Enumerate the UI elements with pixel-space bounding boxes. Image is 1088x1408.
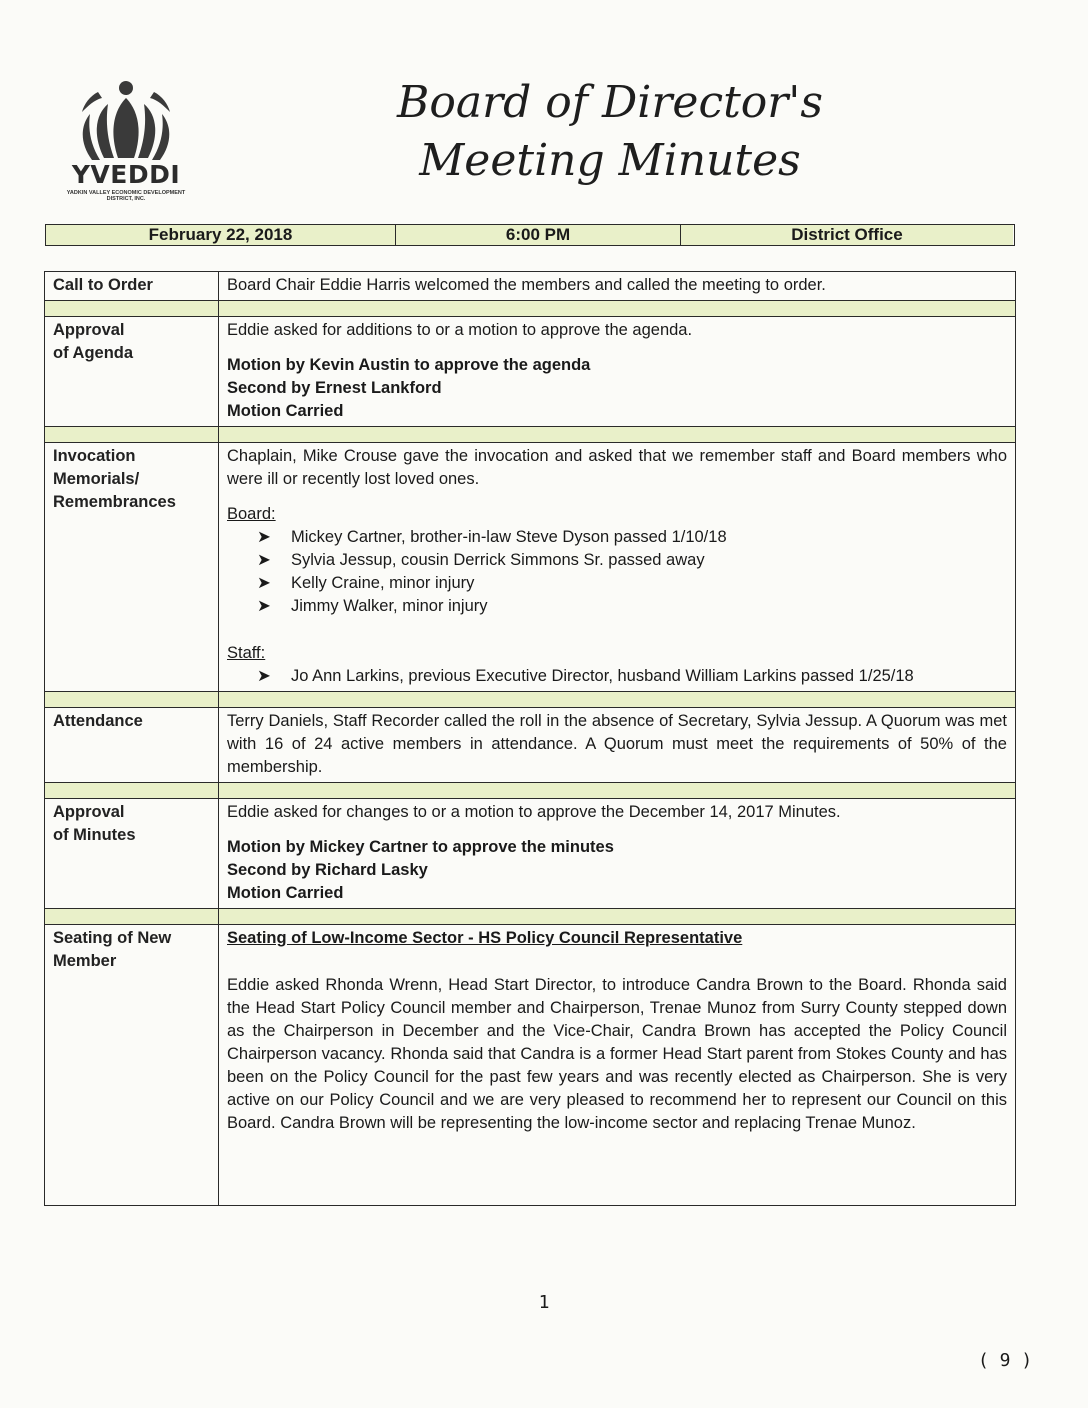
separator-row [45, 427, 1016, 443]
label-line: Remembrances [53, 493, 176, 511]
label-line: Member [53, 952, 117, 970]
seating-text: Eddie asked Rhonda Wrenn, Head Start Director, to introduce Candra Brown to the Board. Rhonda said the Head Start Policy Council member and Chairperson, Trenae Munoz from Surry County stepped down as the Chairperson in December and the Vice-Chair, Candra Brown has accepted the Policy Council Chairperson vacancy. Rhonda said that Candra is a former Head Start parent from Stokes County and has been on the Policy Council for the past few years and was recently elected as Chairperson. She is very active on our Policy Council and we are very pleased to recommend her to represent our Council on this Board. Candra Brown will be representing the low-income sector and replacing Trenae Munoz. [227, 976, 1007, 1132]
logo-wordmark: YVEDDI [71, 160, 181, 189]
invocation-text: Chaplain, Mike Crouse gave the invocation and asked that we remember staff and Board members who were ill or recently lost loved ones. [227, 447, 1007, 488]
separator-row [45, 301, 1016, 317]
minutes-motion: Motion by Mickey Cartner to approve the minutes [227, 838, 614, 856]
list-item: ➤ Kelly Craine, minor injury [257, 572, 1007, 595]
label-approval-agenda [45, 317, 219, 427]
label-line: of Agenda [53, 344, 134, 362]
document-title [330, 74, 890, 190]
org-logo [56, 78, 196, 208]
meeting-location: District Office [681, 225, 1013, 245]
page-number: 1 [538, 1292, 550, 1313]
meeting-info-bar [45, 224, 1015, 246]
body-seating [219, 925, 1016, 1206]
minutes-result: Motion Carried [227, 884, 344, 902]
page-reference: ( 9 ) [978, 1350, 1033, 1371]
arrow-bullet-icon: ➤ [257, 551, 271, 569]
agenda-text: Eddie asked for additions to or a motion to approve the agenda. [227, 321, 693, 339]
list-item: ➤ Mickey Cartner, brother-in-law Steve Dyson passed 1/10/18 [257, 526, 1007, 549]
title-line-2: Meeting Minutes [419, 135, 801, 186]
arrow-bullet-icon: ➤ [257, 597, 271, 615]
text-call-to-order: Board Chair Eddie Harris welcomed the members and called the meeting to order. [219, 272, 1016, 301]
arrow-bullet-icon: ➤ [257, 667, 271, 685]
separator-row [45, 783, 1016, 799]
separator-row [45, 909, 1016, 925]
row-invocation [45, 443, 1016, 692]
row-call-to-order [45, 272, 1016, 301]
row-attendance [45, 708, 1016, 783]
agenda-motion: Motion by Kevin Austin to approve the agenda [227, 356, 591, 374]
list-item: ➤ Jo Ann Larkins, previous Executive Director, husband William Larkins passed 1/25/18 [257, 665, 1007, 688]
title-line-1: Board of Director's [397, 77, 823, 128]
arrow-bullet-icon: ➤ [257, 574, 271, 592]
label-approval-minutes [45, 799, 219, 909]
label-invocation [45, 443, 219, 692]
logo-subtext: YADKIN VALLEY ECONOMIC DEVELOPMENT DISTRICT, INC. [66, 190, 186, 202]
staff-list [227, 665, 1007, 688]
arrow-bullet-icon: ➤ [257, 528, 271, 546]
text-attendance: Terry Daniels, Staff Recorder called the roll in the absence of Secretary, Sylvia Jessup. A Quorum was met with 16 of 24 active members in attendance. A Quorum must meet the requirements of 50% of the membership. [219, 708, 1016, 783]
label-line: Approval [53, 321, 125, 339]
label-call-to-order: Call to Order [45, 272, 219, 301]
label-line: Memorials/ [53, 470, 140, 488]
separator-row [45, 692, 1016, 708]
row-seating [45, 925, 1016, 1206]
label-line: of Minutes [53, 826, 136, 844]
meeting-time: 6:00 PM [396, 225, 681, 245]
agenda-second: Second by Ernest Lankford [227, 379, 442, 397]
row-approval-minutes [45, 799, 1016, 909]
minutes-second: Second by Richard Lasky [227, 861, 428, 879]
minutes-table [44, 271, 1016, 1206]
body-approval-agenda [219, 317, 1016, 427]
board-heading: Board: [227, 505, 276, 523]
label-line: Seating of New [53, 929, 172, 947]
meeting-date: February 22, 2018 [46, 225, 396, 245]
list-item: ➤ Sylvia Jessup, cousin Derrick Simmons Sr. passed away [257, 549, 1007, 572]
body-invocation [219, 443, 1016, 692]
label-seating [45, 925, 219, 1206]
seating-heading: Seating of Low-Income Sector - HS Policy Council Representative [227, 929, 743, 947]
label-line: Invocation [53, 447, 136, 465]
list-item: ➤ Jimmy Walker, minor injury [257, 595, 1007, 618]
agenda-result: Motion Carried [227, 402, 344, 420]
label-line: Approval [53, 803, 125, 821]
minutes-text: Eddie asked for changes to or a motion to approve the December 14, 2017 Minutes. [227, 803, 841, 821]
label-attendance: Attendance [45, 708, 219, 783]
staff-heading: Staff: [227, 644, 266, 662]
row-approval-agenda [45, 317, 1016, 427]
body-approval-minutes [219, 799, 1016, 909]
people-leaf-logo-icon [56, 78, 196, 162]
board-list [227, 526, 1007, 618]
